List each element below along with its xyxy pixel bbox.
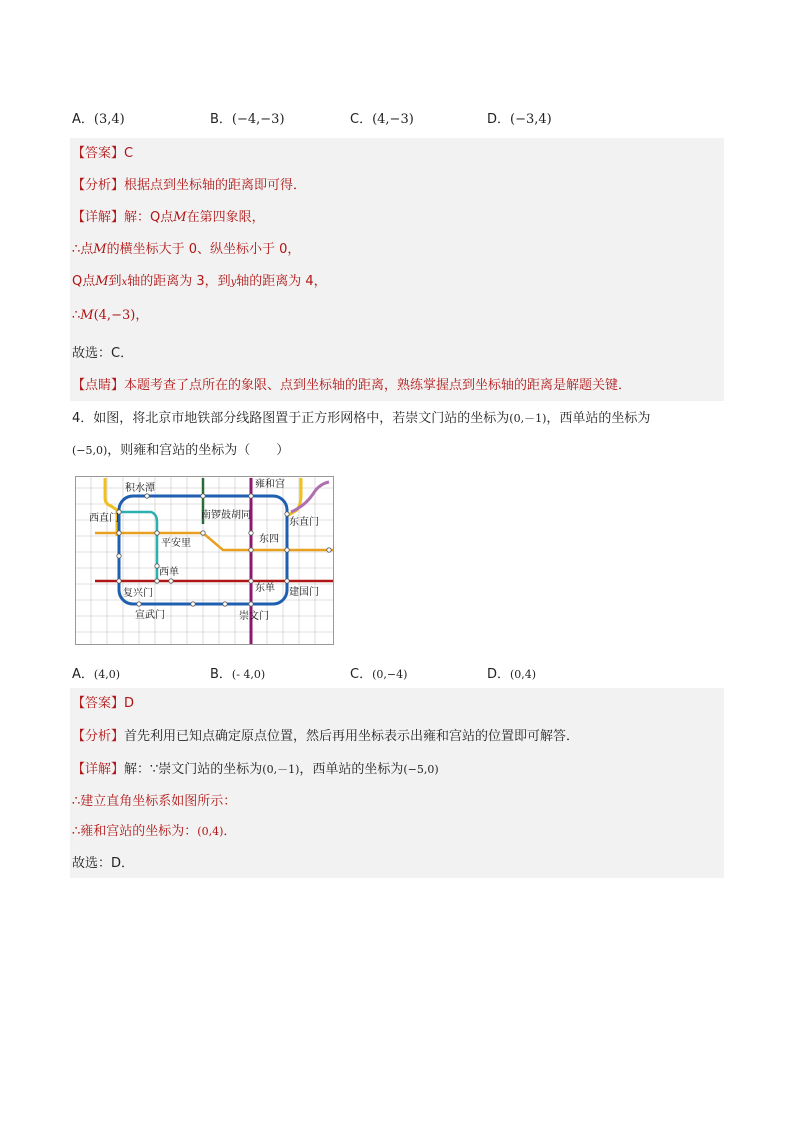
station-xizhimen: 西直门 [89, 513, 119, 524]
q3-detail-line-1: 【详解】解：Q点M在第四象限， [72, 210, 265, 225]
q4-option-d[interactable]: D．(0,4) [487, 667, 537, 682]
q4-stem-line-2: (−5,0)，则雍和宫站的坐标为（ ） [72, 443, 290, 458]
station-jishuitan: 积水潭 [125, 483, 155, 494]
q4-detail-line-1: 【详解】解：∵崇文门站的坐标为(0,－1)，西单站的坐标为(−5,0) [72, 762, 439, 777]
q3-option-c[interactable]: C．(4,−3) [350, 112, 414, 127]
q3-detail-line-4: ∴M(4,−3)， [72, 308, 149, 323]
q4-analysis: 【分析】首先利用已知点确定原点位置，然后再用坐标表示出雍和宫站的位置即可解答． [72, 729, 580, 744]
q4-solution-panel [70, 688, 724, 878]
q3-analysis: 【分析】根据点到坐标轴的距离即可得． [72, 178, 307, 193]
q3-comment: 【点睛】本题考查了点所在的象限、点到坐标轴的距离，熟练掌握点到坐标轴的距离是解题关键． [72, 378, 632, 393]
q4-option-b[interactable]: B．(- 4,0) [210, 667, 266, 682]
station-xuanwumen: 宣武门 [135, 610, 165, 621]
q4-answer: 【答案】D [72, 696, 135, 711]
station-dongdan: 东单 [255, 583, 275, 594]
station-xidan: 西单 [159, 567, 179, 578]
q4-options [72, 663, 722, 685]
q3-choose: 故选：C． [72, 346, 134, 361]
q3-detail-line-3: Q点M到x轴的距离为 3，到y轴的距离为 4， [72, 274, 327, 289]
q4-stem-line-1: 4．如图，将北京市地铁部分线路图置于正方形网格中，若崇文门站的坐标为(0,－1)，西单站的坐标为 [72, 411, 651, 426]
q4-option-a[interactable]: A．(4,0) [72, 667, 120, 682]
station-chongwenmen: 崇文门 [239, 611, 269, 622]
q4-choose: 故选：D． [72, 856, 135, 871]
station-pinganli: 平安里 [161, 538, 191, 549]
station-nanluoguxiang: 南锣鼓胡同 [201, 510, 251, 521]
map-frame [76, 477, 334, 645]
q3-option-b[interactable]: B．(−4,−3) [210, 112, 285, 127]
q4-option-c[interactable]: C．(0,−4) [350, 667, 408, 682]
q3-detail-line-2: ∴点M的横坐标大于 0、纵坐标小于 0， [72, 242, 301, 257]
subway-map-figure [75, 476, 334, 645]
station-yonghegong: 雍和宫 [255, 479, 285, 490]
q4-detail-line-2: ∴建立直角坐标系如图所示： [72, 794, 237, 809]
station-jianguomen: 建国门 [289, 587, 319, 598]
q3-option-a[interactable]: A．(3,4) [72, 112, 125, 127]
q3-answer: 【答案】C [72, 146, 134, 161]
station-fuxingmen: 复兴门 [123, 588, 153, 599]
station-dongsi: 东四 [259, 534, 279, 545]
q3-options [72, 108, 722, 130]
q3-option-d[interactable]: D．(−3,4) [487, 112, 552, 127]
q4-detail-line-3: ∴雍和宫站的坐标为：(0,4)． [72, 824, 237, 839]
station-dongzhimen: 东直门 [289, 517, 319, 528]
